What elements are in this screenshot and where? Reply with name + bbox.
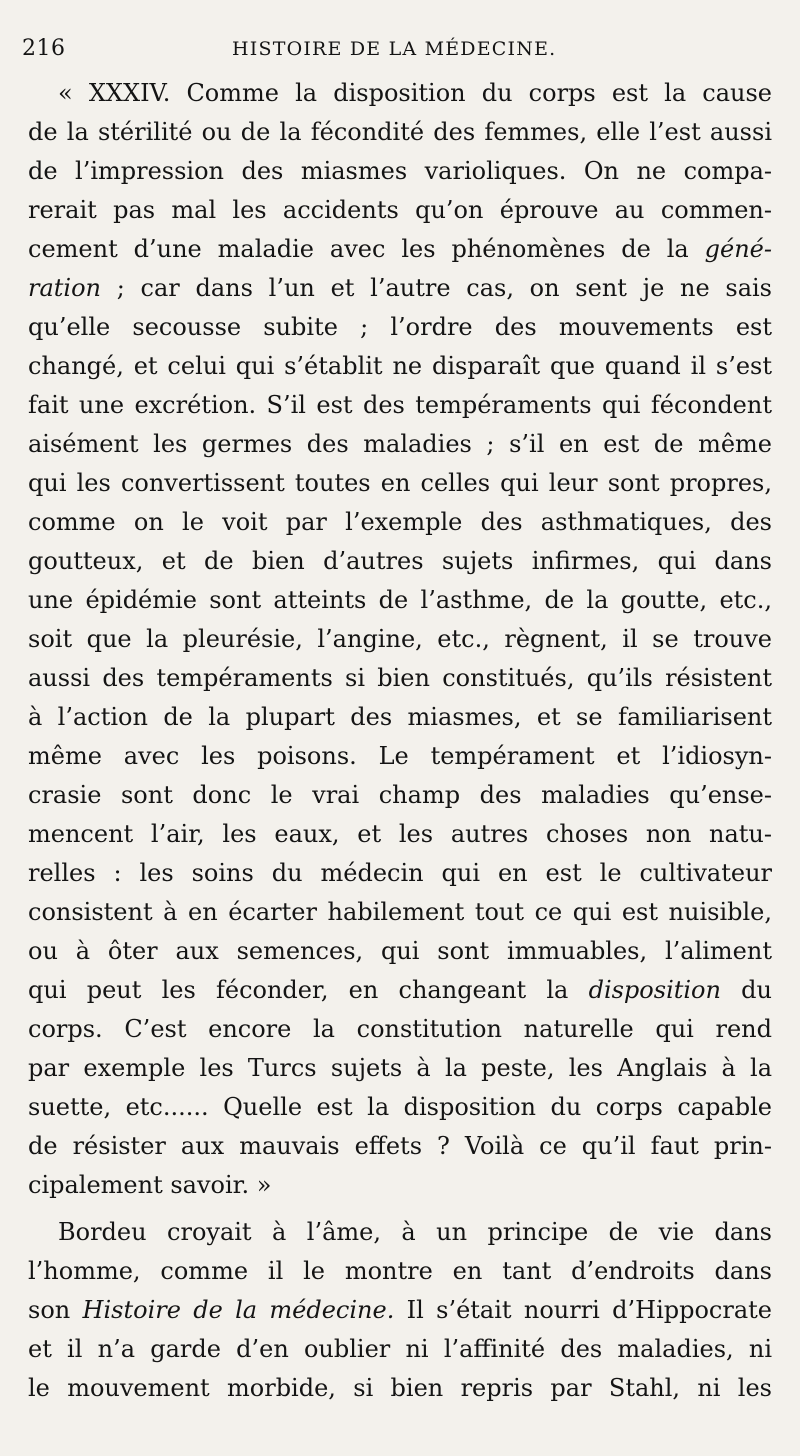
text-line: relles : les soins du médecin qui en est le cultivateur [28, 859, 772, 887]
book-title: Histoire de la médecine. [82, 1296, 395, 1324]
text-segment: ; car dans l’un et l’autre cas, on sent je ne sais [101, 274, 772, 302]
text-segment: cement d’une maladie avec les phénomènes de la [28, 235, 705, 263]
text-line: de la stérilité ou de la fécondité des femmes, elle l’est aussi [28, 118, 772, 146]
text-segment: son [28, 1296, 83, 1324]
text-line: même avec les poisons. Le tempérament et l’idiosyn- [28, 742, 772, 770]
text-line: cipalement savoir. » [28, 1171, 272, 1199]
text-line: crasie sont donc le vrai champ des maladies qu’ense- [28, 781, 772, 809]
text-line: « XXXIV. Comme la disposition du corps est la cause [58, 79, 772, 107]
text-line: changé, et celui qui s’établit ne disparaît que quand il s’est [28, 352, 772, 380]
text-line: soit que la pleurésie, l’angine, etc., règnent, il se trouve [28, 625, 772, 653]
text-line: mencent l’air, les eaux, et les autres choses non natu- [28, 820, 772, 848]
text-line: corps. C’est encore la constitution naturelle qui rend [28, 1015, 772, 1043]
italic-word: disposition [588, 976, 721, 1004]
running-head [22, 36, 782, 68]
running-title: HISTOIRE DE LA MÉDECINE. [232, 38, 557, 60]
text-line: suette, etc...... Quelle est la disposition du corps capable [28, 1093, 772, 1121]
text-line: aussi des tempéraments si bien constitués, qu’ils résistent [28, 664, 772, 692]
italic-word: géné- [704, 235, 772, 263]
text-line: fait une excrétion. S’il est des tempéraments qui fécondent [28, 391, 772, 419]
text-line: une épidémie sont atteints de l’asthme, de la goutte, etc., [28, 586, 772, 614]
text-line: Bordeu croyait à l’âme, à un principe de vie dans [58, 1218, 772, 1246]
text-line: rerait pas mal les accidents qu’on éprouve au commen- [28, 196, 772, 224]
text-line: par exemple les Turcs sujets à la peste, les Anglais à la [28, 1054, 772, 1082]
text-line: de l’impression des miasmes varioliques. On ne compa- [28, 157, 772, 185]
text-line: à l’action de la plupart des miasmes, et se familiarisent [28, 703, 772, 731]
text-line: l’homme, comme il le montre en tant d’endroits dans [28, 1257, 772, 1285]
text-line: ou à ôter aux semences, qui sont immuables, l’aliment [28, 937, 772, 965]
text-line: consistent à en écarter habilement tout ce qui est nuisible, [28, 898, 772, 926]
text-line [28, 230, 772, 268]
text-line: aisément les germes des maladies ; s’il en est de même [28, 430, 772, 458]
text-segment: du [720, 976, 772, 1004]
text-segment: qui peut les féconder, en changeant la [28, 976, 589, 1004]
text-line [28, 269, 772, 307]
text-line: qu’elle secousse subite ; l’ordre des mouvements est [28, 313, 772, 341]
text-line: qui les convertissent toutes en celles qui leur sont propres, [28, 469, 772, 497]
text-segment: Il s’était nourri d’Hippocrate [394, 1296, 772, 1324]
text-line [28, 971, 772, 1009]
text-line [28, 1291, 772, 1329]
text-line: et il n’a garde d’en oublier ni l’affinité des maladies, ni [28, 1335, 772, 1363]
text-line: le mouvement morbide, si bien repris par Stahl, ni les [28, 1374, 772, 1402]
text-line: de résister aux mauvais effets ? Voilà ce qu’il faut prin- [28, 1132, 772, 1160]
text-line: comme on le voit par l’exemple des asthmatiques, des [28, 508, 772, 536]
italic-word: ration [28, 274, 102, 302]
page-number: 216 [22, 36, 66, 61]
text-line: goutteux, et de bien d’autres sujets infirmes, qui dans [28, 547, 772, 575]
